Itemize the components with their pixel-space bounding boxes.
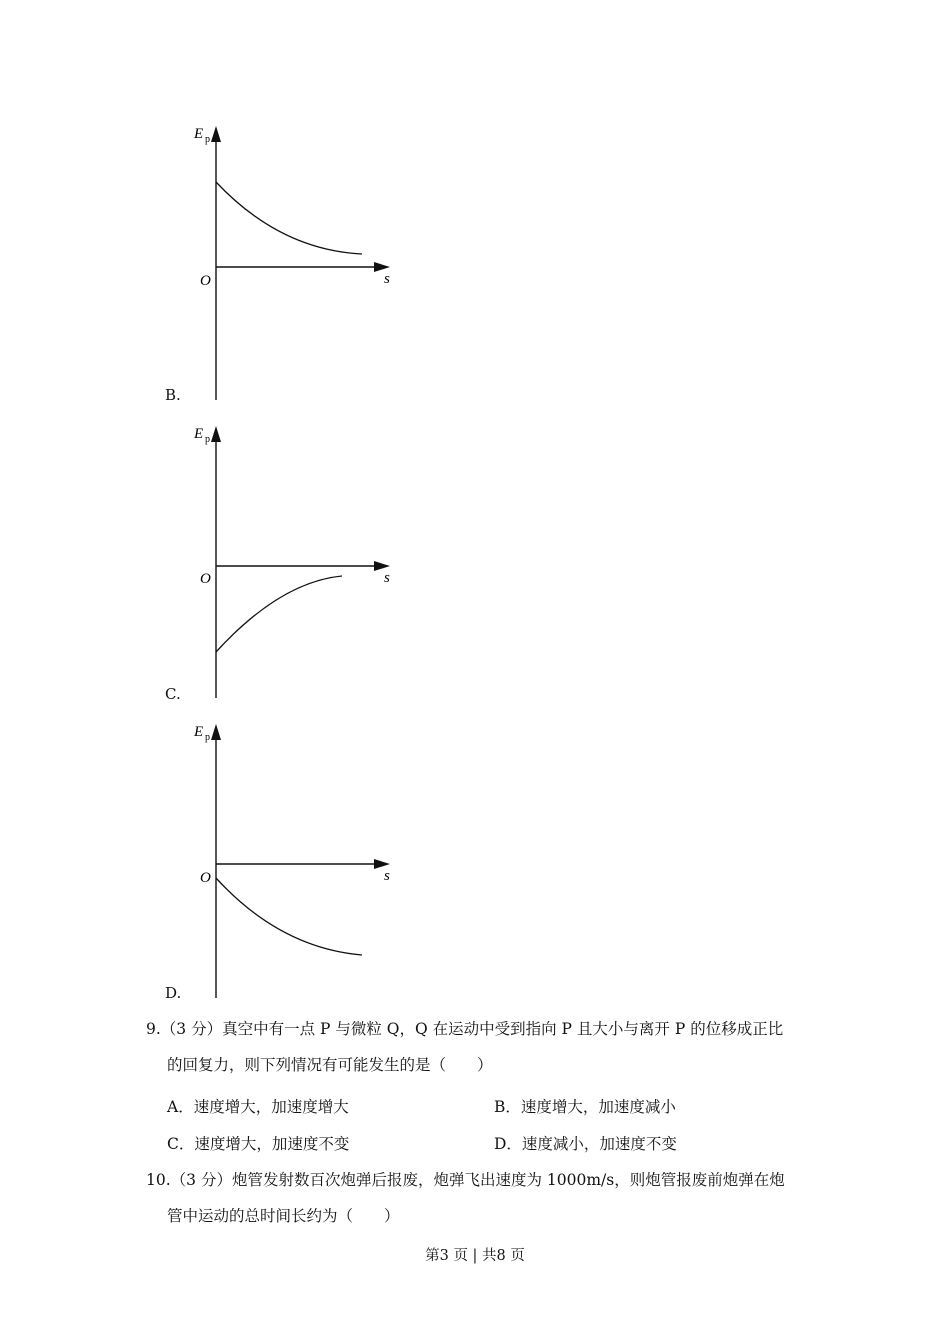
graph-c: [150, 718, 410, 1018]
curve-a: [216, 182, 362, 254]
question-9-option-d: D．速度减小，加速度不变: [494, 1135, 677, 1153]
question-9-option-a: A．速度增大，加速度增大: [167, 1098, 349, 1116]
graph-a-svg: [150, 120, 410, 420]
graph-b-svg: [150, 420, 410, 720]
x-axis-label: s: [384, 868, 390, 884]
question-9-line2: 的回复力，则下列情况有可能发生的是（ ）: [167, 1056, 493, 1074]
y-axis-label: E: [194, 426, 204, 442]
question-10-line2: 管中运动的总时间长约为（ ）: [167, 1207, 400, 1225]
option-c-label: C.: [165, 685, 181, 703]
question-10-line1: 10.（3 分）炮管发射数百次炮弹后报废，炮弹飞出速度为 1000m/s，则炮管报废前炮弹在炮: [146, 1171, 785, 1189]
graph-a: [150, 120, 410, 420]
curve-c: [216, 878, 362, 955]
option-b-label: B.: [165, 386, 181, 404]
x-axis-label: s: [384, 570, 390, 586]
graph-b: [150, 420, 410, 720]
origin-label: O: [200, 571, 211, 587]
y-axis-subscript: p: [205, 134, 210, 145]
x-axis-label: s: [384, 271, 390, 287]
page-footer: 第3 页 | 共8 页: [425, 1248, 525, 1264]
y-axis-subscript: p: [205, 434, 210, 445]
curve-b: [216, 576, 342, 652]
y-axis-subscript: p: [205, 732, 210, 743]
question-9-option-b: B．速度增大，加速度减小: [494, 1098, 676, 1116]
y-axis-label: E: [194, 724, 204, 740]
question-9-line1: 9.（3 分）真空中有一点 P 与微粒 Q，Q 在运动中受到指向 P 且大小与离开 P 的位移成正比: [146, 1020, 784, 1038]
origin-label: O: [200, 870, 211, 886]
graph-c-svg: [150, 718, 410, 1018]
y-axis-label: E: [194, 126, 204, 142]
question-9-option-c: C．速度增大，加速度不变: [167, 1135, 350, 1153]
option-d-label: D.: [165, 984, 182, 1002]
origin-label: O: [200, 273, 211, 289]
